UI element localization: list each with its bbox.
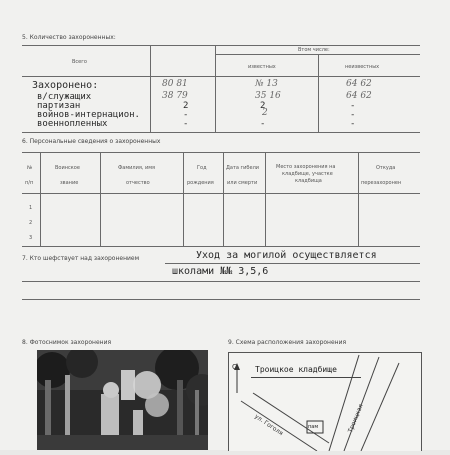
table6-bottom-rule	[22, 246, 420, 247]
monument-marker-label: пам	[308, 424, 319, 430]
unknown-value: 64 62	[346, 79, 372, 89]
header-rank: Воинское	[55, 165, 80, 171]
table6-header-rule	[22, 193, 420, 194]
header-death: Дата гибели	[226, 165, 260, 171]
total-value: 38 79	[162, 91, 188, 101]
table6-top-rule	[22, 152, 420, 153]
header-birth: рождения	[187, 180, 214, 186]
known-value: 35 16	[255, 91, 281, 101]
table5-divider-2	[215, 45, 216, 132]
table6-divider	[183, 152, 184, 246]
total-value: -	[183, 110, 189, 120]
street-label-troitskaya: Троицкая	[347, 403, 365, 434]
unknown-value: 64 62	[346, 91, 372, 101]
header-num: №	[27, 165, 33, 171]
compass-north-label: С	[232, 363, 237, 371]
row-label: Захоронено:	[32, 80, 99, 91]
header-place: кладбища	[295, 178, 322, 184]
row-label: войнов-интернацион.	[37, 110, 140, 120]
table6-divider	[40, 152, 41, 246]
header-num: п/п	[25, 180, 34, 186]
caretaker-line-1: Уход за могилой осуществляется	[196, 250, 377, 261]
col-known-header: известных	[248, 64, 276, 70]
table5-divider-3	[318, 54, 319, 132]
table5-bottom-rule	[22, 132, 420, 133]
header-from: перезахоронен	[361, 180, 402, 186]
row-label: в/служащих	[37, 92, 92, 102]
header-place: кладбище, участке	[282, 171, 333, 177]
table6-divider	[265, 152, 266, 246]
unknown-value: -	[350, 110, 356, 120]
col-among-header: Втом числе:	[298, 47, 330, 53]
section-8-title: 8. Фотоснимок захоронения	[22, 339, 112, 346]
table5-divider-1	[150, 45, 151, 132]
section7-rule-2	[22, 281, 420, 282]
row-number: 2	[29, 220, 33, 226]
section7-rule-1	[165, 263, 420, 264]
known-value: 2	[262, 108, 268, 118]
row-number: 3	[29, 235, 33, 241]
table6-divider	[358, 152, 359, 246]
grave-photo-image	[37, 350, 208, 450]
col-unknown-header: неизвестных	[345, 64, 380, 70]
known-value: -	[260, 119, 266, 129]
col-total-header: Всего	[72, 59, 87, 65]
section-6-title: 6. Персональные сведения о захороненных	[22, 138, 161, 145]
row-label: партизан	[37, 101, 81, 111]
table5-top-rule	[22, 45, 420, 46]
unknown-value: -	[350, 119, 356, 129]
section-9-title: 9. Схема расположения захоронения	[228, 339, 347, 346]
cemetery-label: Троицкое кладбище	[255, 365, 337, 374]
header-name: Фамилия, имя	[118, 165, 156, 171]
section-5-title: 5. Количество захороненных:	[22, 34, 116, 41]
header-rank: звание	[60, 180, 79, 186]
table6-divider	[100, 152, 101, 246]
street-label-gogolya: ул. Гоголя	[253, 413, 285, 438]
unknown-value: -	[350, 101, 356, 111]
header-name: отчество	[126, 180, 150, 186]
location-scheme	[228, 352, 422, 451]
row-label: военнопленных	[37, 119, 108, 129]
total-value: 2	[183, 101, 189, 111]
total-value: 80 81	[162, 79, 188, 89]
header-place: Место захоронения на	[276, 164, 336, 170]
known-value: № 13	[255, 79, 278, 89]
header-birth: Год	[197, 165, 207, 171]
section-7-title: 7. Кто шефствует над захоронением	[22, 255, 140, 262]
grave-photo	[37, 350, 208, 450]
table5-header-rule	[22, 76, 420, 77]
row-number: 1	[29, 205, 33, 211]
total-value: -	[183, 119, 189, 129]
header-from: Откуда	[376, 165, 396, 171]
header-death: или смерти	[227, 180, 258, 186]
section7-rule-3	[22, 299, 420, 300]
table6-divider	[223, 152, 224, 246]
known-value: 2	[260, 101, 266, 111]
caretaker-line-2: школами №№ 3,5,6	[172, 266, 269, 277]
